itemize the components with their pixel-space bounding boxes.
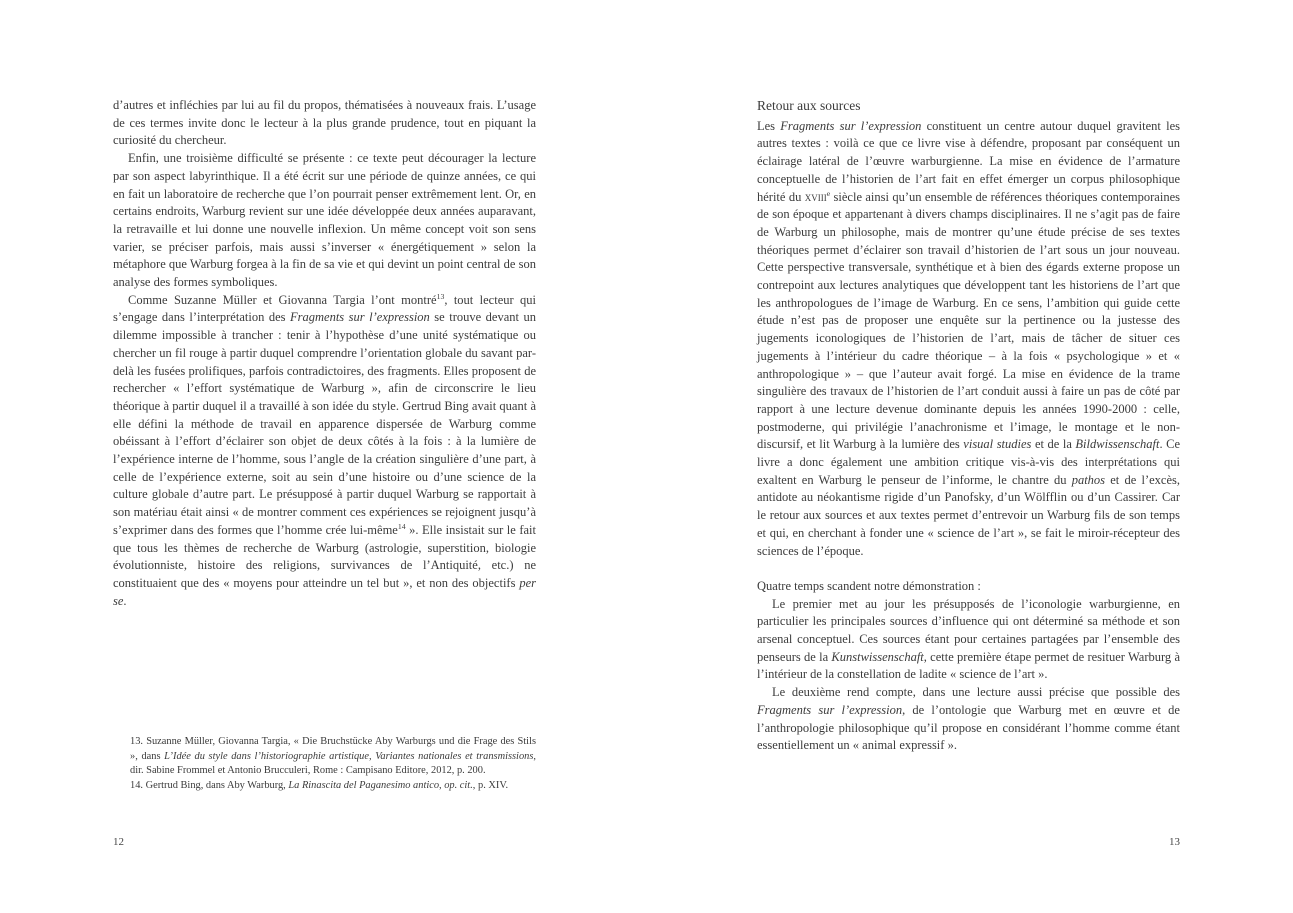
footnote: 14. Gertrud Bing, dans Aby Warburg, La Rinascita del Paganesimo antico, op. cit., p. XIV. [130, 779, 509, 791]
left-content [113, 97, 536, 610]
footnote: 13. Suzanne Müller, Giovanna Targia, « Die Bruchstücke Aby Warburgs und die Frage des Stils », dans L’Idée du style dans l’historiographie artistique, Variantes nationales et transmissions, dir. Sabine Frommel et Antonio Brucculeri, Rome : Campisano Editore, 2012, p. 200. [130, 736, 536, 777]
page-right [757, 0, 1180, 913]
footnotes-block [130, 735, 536, 793]
paragraph: Enfin, une troisième difficulté se présente : ce texte peut décourager la lecture par son aspect labyrinthique. Il a été écrit sur une période de quinze années, ce qui en fait un laboratoire de recherche que l’on pourrait penser extrêmement lent. Or, en certains endroits, Warburg revient sur une idée développée deux années auparavant, la retravaille et lui donne une nouvelle inflexion. Un même concept voit son sens varier, se préciser parfois, mais aussi s’inverser « énergétiquement » selon la métaphore que Warburg forgea à la fin de sa vie et qui devint un point central de son analyse des formes symboliques. [113, 151, 536, 290]
paragraph: Le premier met au jour les présupposés de l’iconologie warburgienne, en particulier les principales sources d’influence qui ont déterminé sa méthode et son arsenal conceptuel. Ces sources étant pour certaines partagées par l’ensemble des penseurs de la Kunstwissenschaft, cette première étape permet de resituer Warburg à l’intérieur de la constellation de ladite « science de l’art ». [757, 596, 1181, 682]
section-heading: Retour aux sources [757, 98, 861, 113]
paragraph: Le deuxième rend compte, dans une lecture aussi précise que possible des Fragments sur l’expression, de l’ontologie que Warburg met en œuvre et de l’anthropologie philosophique qu’il propose en considérant l’homme comme étant essentiellement un « animal expressif ». [757, 685, 1180, 753]
paragraph: Comme Suzanne Müller et Giovanna Targia l’ont montré$^{13}$, tout lecteur qui s’engage dans l’interprétation des Fragments sur l’expression se trouve devant un dilemme impossible à trancher : tenir à l’hypothèse d’une unité systématique ou chercher un fil rouge à partir duquel comprendre l’orientation globale du savant par-delà les fusées prolifiques, parfois contradictoires, des fragments. Elles proposent de rechercher « l’effort systématique de Warburg », afin de circonscrire le lieu théorique à partir duquel il a travaillé à son idée du style. Gertrud Bing avait quant à elle défini la méthode de travail en apparence dispersée de Warburg comme obéissant à l’effort d’éclairer son objet de deux côtés à la fois : à la lumière de l’expérience interne de l’homme, sous l’angle de la création singulière d’une part, à celle de l’expérience externe, soit au sein d’une histoire ou d’une science de la culture globale d’autre part. Le présupposé à partir duquel Warburg se rapportait à son matériau était ainsi « de montrer comment ces expériences se rejoignent jusqu’à s’exprimer dans des formes que l’homme crée lui-même$^{14}$ ». Elle insistait sur le fait que tous les thèmes de recherche de Warburg (astrologie, superstition, biologie évolutionniste, histoire des religions, survivances de l’Antiquité, etc.) ne constituaient que des « moyens pour atteindre un tel but », et non des objectifs per se. [113, 291, 537, 608]
right-content [757, 97, 1180, 755]
page-number-right: 13 [1169, 836, 1180, 848]
left-text-column [113, 97, 536, 610]
right-text-column [757, 118, 1180, 755]
paragraph: Les Fragments sur l’expression constituent un centre autour duquel gravitent les autres textes : voilà ce que ce livre vise à défendre, proposant par conséquent un éclairage latéral de l’œuvre warburgienne. La mise en évidence de l’armature conceptuelle de l’historien de l’art fait en effet émerger un corpus philosophique hérité du xviii$^e$ siècle ainsi qu’un ensemble de références théoriques contemporaines de son époque et appartenant à divers champs disciplinaires. Il ne s’agit pas de faire de Warburg un philosophe, mais de montrer qu’une étude précise de ses textes théoriques permet d’éclairer son travail d’historien de l’art sous un jour nouveau. Cette perspective transversale, synthétique et à bien des égards externe propose un contrepoint aux lectures analytiques que développent tant les historiens de l’art que les anthropologues de l’image de Warburg. En ce sens, l’ambition qui guide cette étude n’est pas de proposer une enquête sur la pertinence ou la justesse des jugements iconologiques de l’historien de l’art, mais de tâcher de situer ces jugements à l’intérieur du cadre théorique – à la fois « psychologique » et « anthropologique » – que l’auteur avait forgé. La mise en évidence de la trame singulière des travaux de l’historien de l’art conduit aussi à faire un pas de côté par rapport à une lecture devenue dominante depuis les années 1990-2000 : celle, postmoderne, qui privilégie l’anachronisme et l’image, le montage et le non-discursif, et lit Warburg à la lumière des visual studies et de la Bildwissenschaft. Ce livre a donc également une ambition critique vis-à-vis des interprétations qui exaltent en Warburg le penseur de l’informe, le chantre du pathos et de l’excès, antidote au néokantisme rigide d’un Panofsky, d’un Wölfflin ou d’un Cassirer. Car le retour aux sources et aux textes permet d’entrevoir un Warburg fils de son temps et qui, en cherchant à fonder une « science de l’art », se fait le miroir-récepteur des sciences de l’époque. [757, 118, 1181, 558]
paragraph: d’autres et infléchies par lui au fil du propos, thématisées à nouveaux frais. L’usage de ces termes invite donc le lecteur à la plus grande prudence, tout en piquant la curiosité du chercheur. [113, 98, 536, 148]
page-number-left: 12 [113, 836, 124, 848]
page-left [113, 0, 536, 913]
paragraph: Quatre temps scandent notre démonstration : [757, 578, 981, 593]
